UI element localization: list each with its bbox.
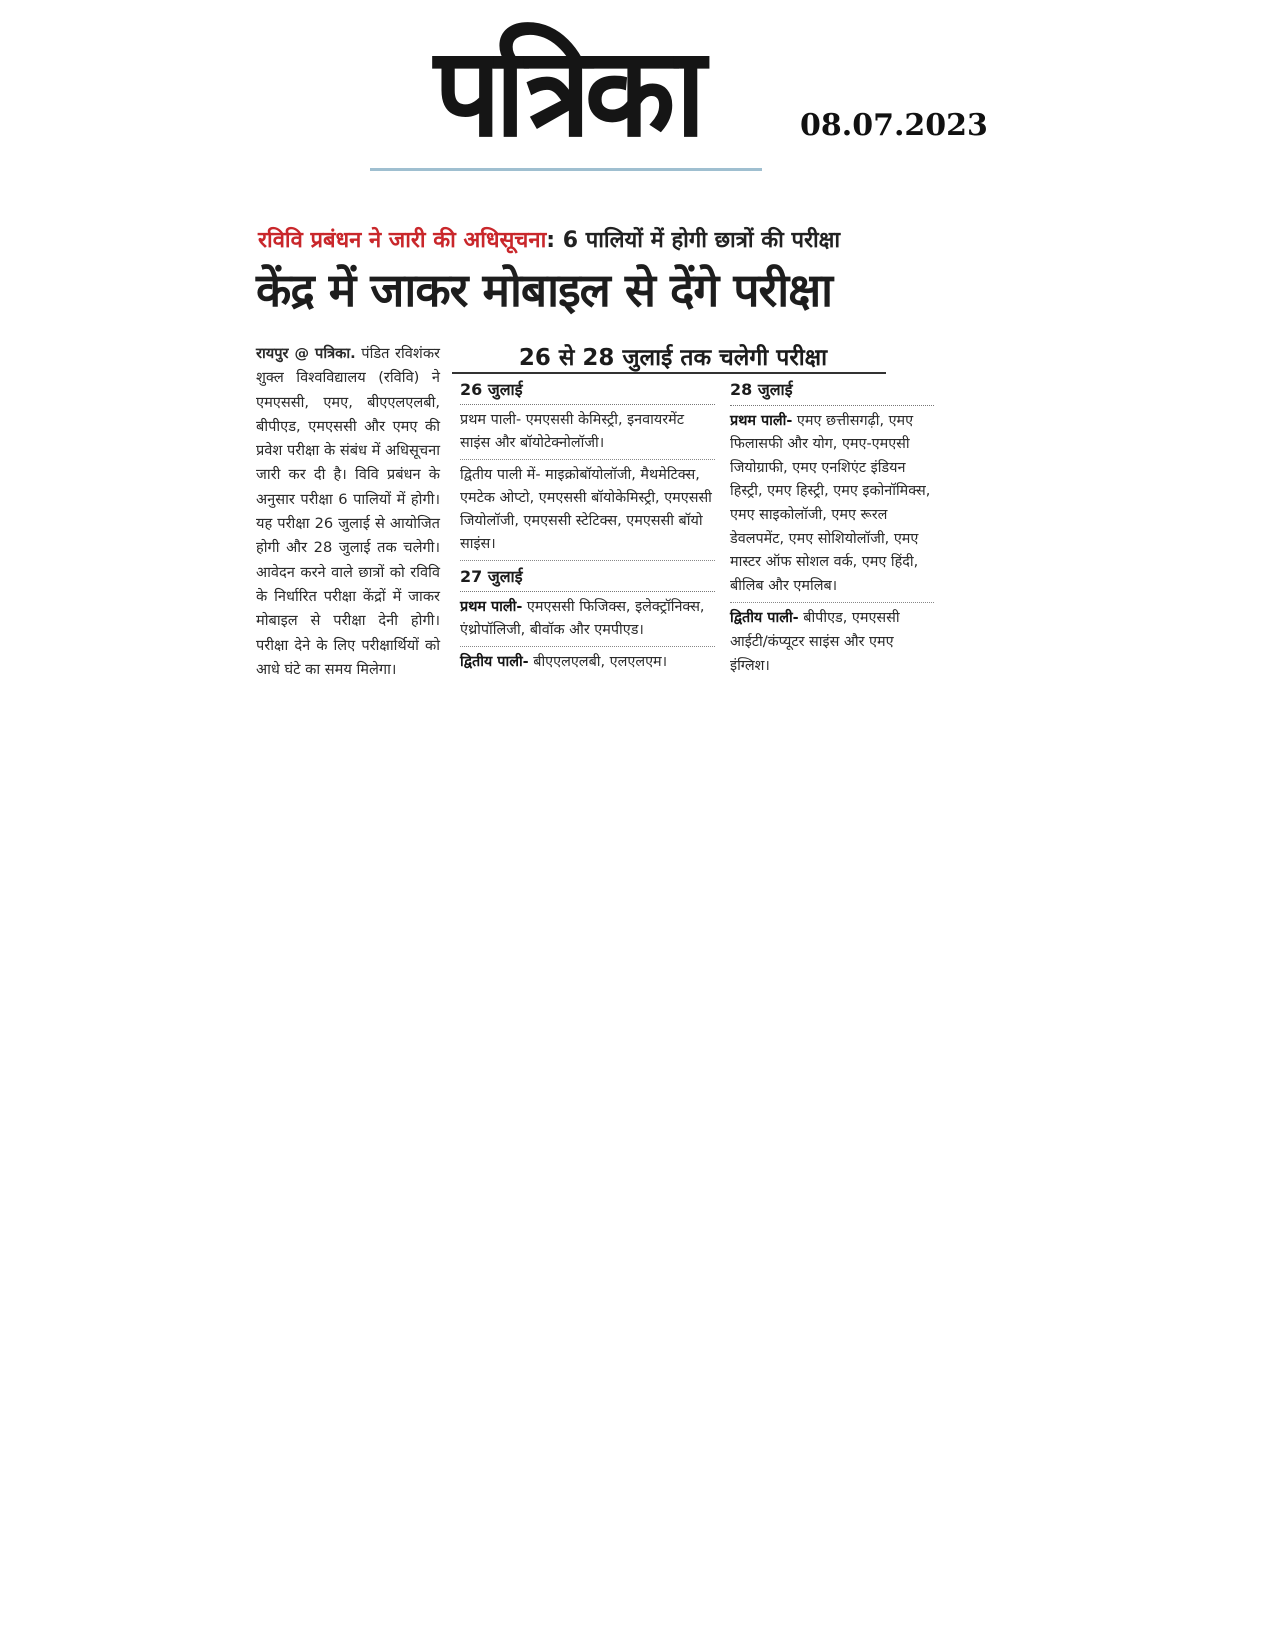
day27-shift2-text: बीएएलएलबी, एलएलएम। — [528, 654, 668, 670]
body-text: पंडित रविशंकर शुक्ल विश्वविद्यालय (रविवि) ने एमएससी, एमए, बीएएलएलबी, बीपीएड, एमएससी और एमए की प्रवेश परीक्षा के संबंध में अधिसूचना जारी कर दी है। विवि प्रबंधन के अनुसार परीक्षा 6 पालियों में होगी। यह परीक्षा 26 जुलाई से आयोजित होगी और 28 जुलाई तक चलेगी। आवेदन करने वाले छात्रों को रविवि के निर्धारित परीक्षा केंद्रों में जाकर मोबाइल से परीक्षा देनी होगी। परीक्षा देने के लिए परीक्षार्थियों को आधे घंटे का समय मिलेगा। — [256, 345, 441, 678]
day27-shift1-label: प्रथम पाली- — [460, 599, 523, 615]
day28-shift2-label: द्वितीय पाली- — [730, 610, 799, 627]
schedule-column-left — [460, 378, 715, 682]
publication-date: 08.07.2023 — [800, 108, 988, 143]
news-clipping — [256, 216, 936, 746]
day27-shift1 — [460, 596, 715, 647]
newspaper-logo: पत्रिका — [434, 19, 700, 165]
day-heading-28: 28 जुलाई — [730, 378, 934, 406]
kicker-detail: : 6 पालियों में होगी छात्रों की परीक्षा — [546, 228, 841, 253]
day28-shift2 — [730, 607, 934, 682]
dateline: रायपुर @ पत्रिका. — [256, 345, 356, 362]
day-heading-26: 26 जुलाई — [460, 378, 715, 405]
logo-underline — [370, 168, 762, 171]
schedule-title: 26 से 28 जुलाई तक चलेगी परीक्षा — [518, 345, 828, 371]
masthead — [374, 19, 760, 172]
day28-shift1 — [730, 410, 934, 604]
day26-shift2: द्वितीय पाली में- माइक्रोबॉयोलॉजी, मैथमेटिक्स, एमटेक ओप्टो, एमएससी बॉयोकेमिस्ट्री, एमएससी जियोलॉजी, एमएससी स्टेटिक्स, एमएससी बॉयो साइंस। — [460, 464, 715, 561]
article-body — [256, 342, 440, 682]
schedule-rule — [452, 372, 886, 374]
headline: केंद्र में जाकर मोबाइल से देंगे परीक्षा — [256, 263, 833, 317]
day-heading-27: 27 जुलाई — [460, 565, 715, 592]
day28-shift1-text: एमए छत्तीसगढ़ी, एमए फिलासफी और योग, एमए-एमएसी जियोग्राफी, एमए एनशिएंट इंडियन हिस्ट्री, एमए हिस्ट्री, एमए इकोनॉमिक्स, एमए साइकोलॉजी, एमए रूरल डेवलपमेंट, एमए सोशियोलॉजी, एमए मास्टर ऑफ सोशल वर्क, एमए हिंदी, बीलिब और एमलिब। — [730, 412, 931, 594]
day28-shift2-text: बीपीएड, एमएससी आईटी/कंप्यूटर साइंस और एमए इंग्लिश। — [730, 610, 900, 674]
kicker-source: रविवि प्रबंधन ने जारी की अधिसूचना — [258, 228, 547, 253]
day27-shift2 — [460, 651, 715, 678]
schedule-column-right — [730, 378, 934, 686]
day27-shift2-label: द्वितीय पाली- — [460, 654, 529, 670]
day27-shift1-text: एमएससी फिजिक्स, इलेक्ट्रॉनिक्स, एंथ्रोपॉलिजी, बीवॉक और एमपीएड। — [460, 599, 705, 638]
day28-shift1-label: प्रथम पाली- — [730, 412, 793, 429]
day26-shift1: प्रथम पाली- एमएससी केमिस्ट्री, इनवायरमेंट साइंस और बॉयोटेक्नोलॉजी। — [460, 409, 715, 460]
kicker — [258, 224, 840, 254]
